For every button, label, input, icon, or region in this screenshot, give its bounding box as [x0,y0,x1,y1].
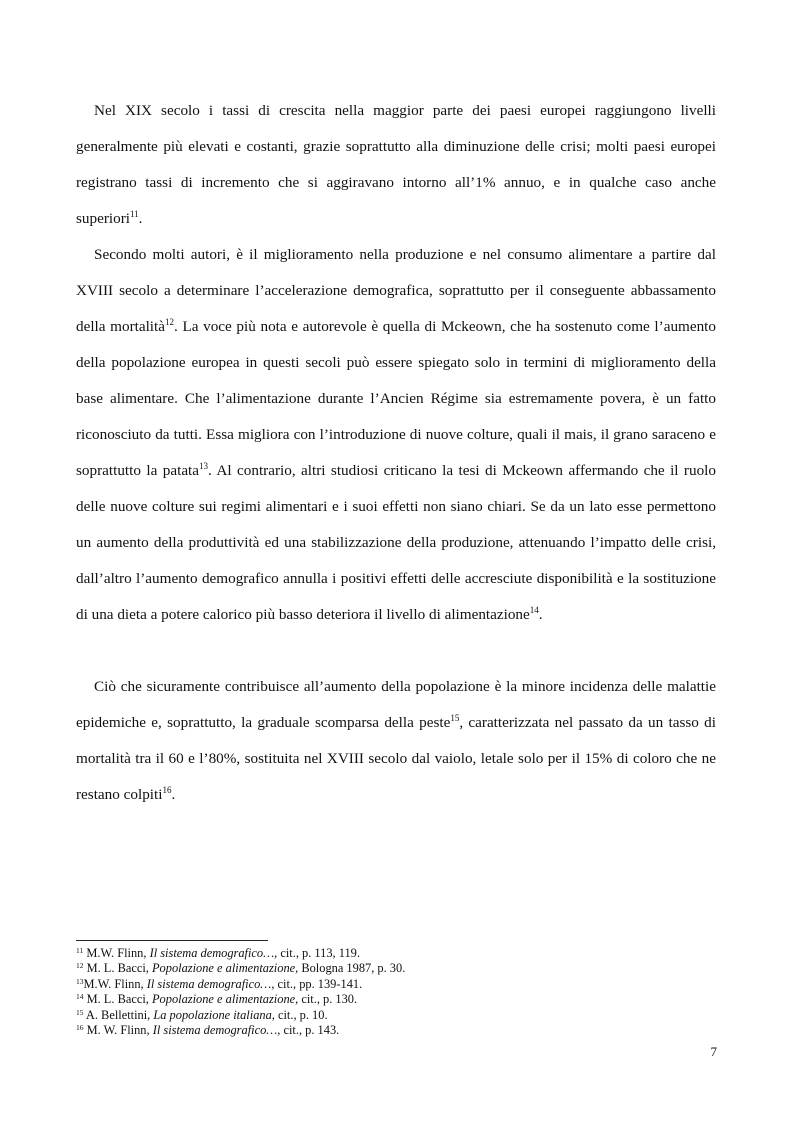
footnote-number: 11 [76,946,84,955]
footnote-title: La popolazione italiana, [153,1007,275,1022]
footnote-12 [76,961,716,976]
footnote-author: M.W. Flinn, [83,946,150,960]
footnote-author: M. W. Flinn, [83,1023,153,1038]
footnote-title: Popolazione e alimentazione, [151,992,299,1007]
footnote-citation: Bologna 1987, p. 30. [298,961,406,976]
footnote-13 [76,977,716,992]
paragraph-text: Secondo molti autori, è il miglioramento nella produzione e nel consumo alimentare a partire dal XVIII secolo a determinare l’accelerazione demografica, soprattutto per il conseguente abbassamento della mortalità [76,246,716,335]
footnote-ref-13[interactable]: 13 [199,461,209,471]
footnote-title: Il sistema demografico…, [152,1023,281,1038]
footnote-ref-15[interactable]: 15 [450,713,460,723]
paragraph-3 [76,669,716,813]
footnote-14 [76,992,716,1007]
paragraph-text: . Al contrario, altri studiosi criticano la tesi di Mckeown affermando che il ruolo delle nuove colture sui regimi alimentari e i suoi effetti non siano chiari. Se da un lato esse permettono un aumento della produttività ed una stabilizzazione della produzione, attenuando l’impatto delle crisi, dall’altro l’aumento demografico annulla i positivi effetti delle accresciute disponibilità e la sostituzione di una dieta a potere calorico più basso deteriora il livello di alimentazione [76,462,716,623]
paragraph-text: Nel XIX secolo i tassi di crescita nella maggior parte dei paesi europei raggiungono livelli generalmente più elevati e costanti, grazie soprattutto alla diminuzione delle crisi; molti paesi europei registrano tassi di incremento che si aggiravano intorno all’1% annuo, e in qualche caso anche superiori [76,102,716,227]
footnotes [76,946,716,1038]
footnote-citation: cit., p. 113, 119. [277,946,360,960]
paragraph-text: Ciò che sicuramente contribuisce all’aumento della popolazione è la minore incidenza delle malattie epidemiche e, soprattutto, la graduale scomparsa della peste [76,678,716,731]
footnote-ref-16[interactable]: 16 [162,785,172,795]
footnote-16 [76,1023,716,1038]
footnote-15 [76,1008,716,1023]
footnote-11 [76,946,716,961]
paragraph-text: . [138,210,143,227]
footnote-number: 12 [76,961,84,971]
page-number: 7 [710,1044,717,1059]
body-text [76,93,716,813]
paragraph-text: . La voce più nota e autorevole è quella di Mckeown, che ha sostenuto come l’aumento della popolazione europea in questi secoli può essere spiegato solo in termini di miglioramento della base alimentare. Che l’alimentazione durante l’Ancien Régime sia estremamente povera, è un fatto riconosciuto da tutti. Essa migliora con l’introduzione di nuove colture, quali il mais, il grano saraceno e soprattutto la patata [76,318,717,479]
footnote-citation: cit., p. 10. [274,1007,328,1022]
footnote-citation: cit., p. 143. [280,1023,340,1038]
footnote-title: Il sistema demografico…, [146,976,275,991]
footnote-title: Il sistema demografico…, [149,946,278,960]
footnote-title: Popolazione e alimentazione, [151,961,299,976]
footnote-ref-12[interactable]: 12 [165,317,174,327]
footnote-ref-14[interactable]: 14 [529,605,539,615]
footnote-author: M. L. Bacci, [83,992,152,1007]
footnote-author: A. Bellettini, [83,1007,154,1022]
footnote-author: M. L. Bacci, [83,961,152,976]
footnote-number: 13 [76,976,84,986]
footnote-separator [76,940,268,941]
footnote-citation: cit., p. 130. [298,992,358,1007]
paragraph-1 [76,93,716,237]
footnote-number: 16 [76,1023,84,1033]
paragraph-text: , caratterizzata nel passato da un tasso di mortalità tra il 60 e l’80%, sostituita nel XVIII secolo dal vaiolo, letale solo per il 15% di coloro che ne restano colpiti [76,714,716,803]
footnote-number: 14 [76,992,84,1002]
footnote-citation: cit., pp. 139-141. [274,976,363,991]
paragraph-text: . [538,606,543,623]
footnote-number: 15 [76,1007,84,1017]
paragraph-2 [76,237,716,633]
footnote-author: M.W. Flinn, [83,976,147,991]
footnote-ref-11[interactable]: 11 [130,209,139,219]
paragraph-text: . [171,786,176,803]
